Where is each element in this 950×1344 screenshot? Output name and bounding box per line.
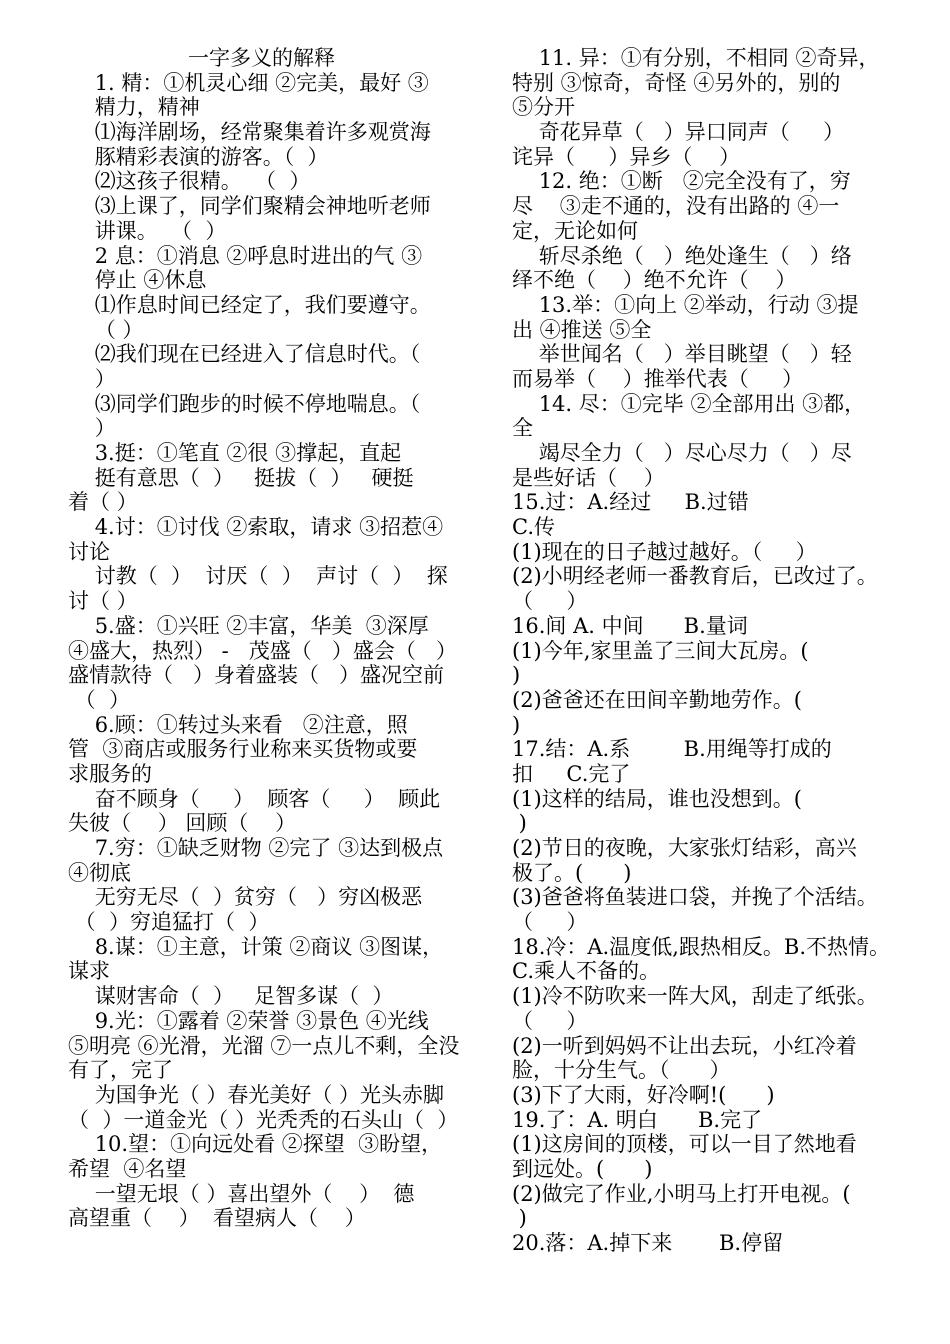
text-line: 极了。( ): [512, 860, 632, 885]
text-line: ）: [68, 366, 116, 391]
text-line: ): [512, 1206, 527, 1231]
text-line: 20.落：A.掉下来 B.停留: [512, 1231, 784, 1255]
text-line: 19.了：A. 明白 B.完了: [512, 1107, 763, 1132]
text-line: ⑶同学们跑步的时候不停地喘息。（: [68, 391, 421, 416]
text-line: 而易举（ ）推举代表（ ）: [512, 366, 804, 391]
text-line: ⑴作息时间已经定了，我们要遵守。: [68, 292, 431, 317]
text-line: 9.光：①露着 ②荣誉 ③景色 ④光线: [68, 1008, 429, 1033]
text-line: （ ）: [68, 687, 131, 712]
text-line: ⑵这孩子很精。 （ ）: [68, 169, 311, 194]
text-line: (2)节日的夜晚，大家张灯结彩，高兴: [512, 836, 857, 860]
left-column: [68, 46, 482, 1231]
text-line: 4.讨：①讨伐 ②索取，请求 ③招惹④: [68, 515, 444, 540]
text-line: (2)爸爸还在田间辛勤地劳作。(: [512, 687, 802, 712]
text-line: (1)现在的日子越过越好。（ ）: [512, 539, 817, 564]
text-line: 斩尽杀绝（ ）绝处逢生（ ）络: [512, 243, 852, 268]
text-line: (2)做完了作业,小明马上打开电视。(: [512, 1181, 851, 1206]
text-line: 为国争光（ ）春光美好（ ）光头赤脚: [68, 1082, 445, 1107]
text-line: 6.顾：①转过头来看 ②注意，照: [68, 712, 408, 737]
text-line: ④彻底: [68, 860, 131, 885]
text-line: 8.谋：①主意，计策 ②商议 ③图谋，: [68, 934, 444, 959]
text-line: ): [512, 712, 521, 737]
text-line: (1)这房间的顶楼，可以一目了然地看: [512, 1132, 857, 1157]
text-line: 5.盛：①兴旺 ②丰富，华美 ③深厚: [68, 613, 429, 638]
text-line: 10.望：①向远处看 ②探望 ③盼望，: [68, 1132, 443, 1157]
text-line: 全: [512, 416, 533, 441]
text-line: 11. 异：①有分别，不相同 ②奇异，: [512, 46, 880, 70]
right-column: [512, 46, 896, 1256]
text-line: ⑵我们现在已经进入了信息时代。（: [68, 342, 421, 367]
text-line: 讨（ ）: [68, 589, 138, 614]
text-line: ): [512, 663, 521, 688]
text-line: (2)小明经老师一番教育后，已改过了。: [512, 564, 878, 589]
text-line: 挺有意思（ ） 挺拔（ ） 硬挺: [68, 465, 414, 490]
text-line: 谋财害命（ ） 足智多谋（ ）: [68, 984, 394, 1009]
text-line: 有了，完了: [68, 1058, 173, 1083]
text-line: （ ）穷追猛打（ ）: [68, 910, 270, 935]
text-line: (3)下了大雨，好冷啊!( ): [512, 1082, 775, 1107]
document-title: 一字多义的解释: [188, 46, 335, 70]
text-line: （ ）: [68, 317, 144, 342]
text-line: 13.举：①向上 ②举动，行动 ③提: [512, 292, 859, 317]
text-line: 定，无论如何: [512, 218, 638, 243]
text-line: 1. 精：①机灵心细 ②完美，最好 ③: [68, 70, 429, 95]
text-line: ④盛大，热烈） - 茂盛（ ）盛会（ ）: [68, 638, 457, 663]
text-line: 2 息：①消息 ②呼息时进出的气 ③: [68, 243, 423, 268]
text-line: C.传: [512, 515, 555, 540]
text-line: 诧异（ ）异乡（ ）: [512, 144, 741, 169]
text-line: 豚精彩表演的游客。（ ）: [68, 144, 329, 169]
text-line: 7.穷：①缺乏财物 ②完了 ③达到极点: [68, 836, 444, 860]
text-line: 讲课。 （ ）: [68, 218, 227, 243]
text-line: 是些好话（ ）: [512, 465, 665, 490]
text-line: 停止 ④休息: [68, 268, 207, 293]
text-line: (1)今年,家里盖了三间大瓦房。(: [512, 638, 809, 663]
text-line: (1)这样的结局，谁也没想到。(: [512, 786, 802, 811]
text-line: 高望重（ ） 看望病人（ ）: [68, 1206, 366, 1231]
text-line: 谋求: [68, 959, 110, 984]
text-line: 竭尽全力（ ）尽心尽力（ ）尽: [512, 441, 852, 465]
text-line: 到远处。( ): [512, 1156, 653, 1181]
text-line: 希望 ④名望: [68, 1156, 187, 1181]
text-line: 讨教（ ） 讨厌（ ） 声讨（ ） 探: [68, 564, 448, 589]
text-line: （ ）: [512, 910, 588, 935]
text-line: ⑤分开: [512, 95, 575, 120]
text-line: (3)爸爸将鱼装进口袋，并挽了个活结。: [512, 885, 878, 910]
text-line: (2)一听到妈妈不让出去玩，小红冷着: [512, 1033, 857, 1058]
text-line: 奇花异草（ ）异口同声（ ）: [512, 120, 845, 145]
text-line: 管 ③商店或服务行业称来买货物或要: [68, 737, 418, 762]
text-line: (1)冷不防吹来一阵大风，刮走了纸张。: [512, 984, 878, 1009]
text-line: 奋不顾身（ ） 顾客（ ） 顾此: [68, 786, 441, 811]
text-line: （ ）: [512, 589, 588, 614]
text-line: 精力，精神: [68, 95, 200, 120]
text-line: 3.挺：①笔直 ②很 ③撑起，直起: [68, 441, 402, 465]
text-line: 14. 尽：①完毕 ②全部用出 ③都，: [512, 391, 866, 416]
text-line: 脸，十分生气。（ ）: [512, 1058, 731, 1083]
text-line: 讨论: [68, 539, 110, 564]
text-line: 12. 绝：①断 ②完全没有了，穷: [512, 169, 851, 194]
text-line: 一望无垠（ ）喜出望外（ ） 德: [68, 1181, 415, 1206]
text-line: ⑶上课了，同学们聚精会神地听老师: [68, 194, 431, 219]
text-line: 15.过：A.经过 B.过错: [512, 490, 749, 515]
text-line: 失彼（ ） 回顾（ ）: [68, 811, 297, 836]
text-line: （ ）: [512, 1008, 588, 1033]
text-line: ): [512, 811, 527, 836]
text-line: 举世闻名（ ）举目眺望（ ）轻: [512, 342, 852, 367]
text-line: 绎不绝（ ）绝不允许（ ）: [512, 268, 797, 293]
text-line: 着（ ）: [68, 490, 138, 515]
text-line: 17.结：A.系 B.用绳等打成的: [512, 737, 832, 762]
text-line: 18.冷：A.温度低,跟热相反。B.不热情。: [512, 934, 891, 959]
text-line: 盛情款待（ ）身着盛装（ ）盛况空前: [68, 663, 445, 688]
text-line: C.乘人不备的。: [512, 959, 660, 984]
text-line: ⑤明亮 ⑥光滑，光溜 ⑦一点儿不剩，全没: [68, 1033, 460, 1058]
text-line: ）: [68, 416, 116, 441]
text-line: 扣 C.完了: [512, 761, 631, 786]
text-line: （ ）一道金光（ ）光秃秃的石头山（ ）: [68, 1107, 459, 1132]
text-line: 出 ④推送 ⑤全: [512, 317, 652, 342]
text-line: 16.间 A. 中间 B.量词: [512, 613, 748, 638]
text-line: ⑴海洋剧场，经常聚集着许多观赏海: [68, 120, 431, 145]
text-line: 求服务的: [68, 761, 152, 786]
text-line: 尽 ③走不通的，没有出路的 ④一: [512, 194, 840, 219]
text-line: 特别 ③惊奇，奇怪 ④另外的，别的: [512, 70, 841, 95]
text-line: 无穷无尽（ ）贫穷（ ）穷凶极恶: [68, 885, 423, 910]
